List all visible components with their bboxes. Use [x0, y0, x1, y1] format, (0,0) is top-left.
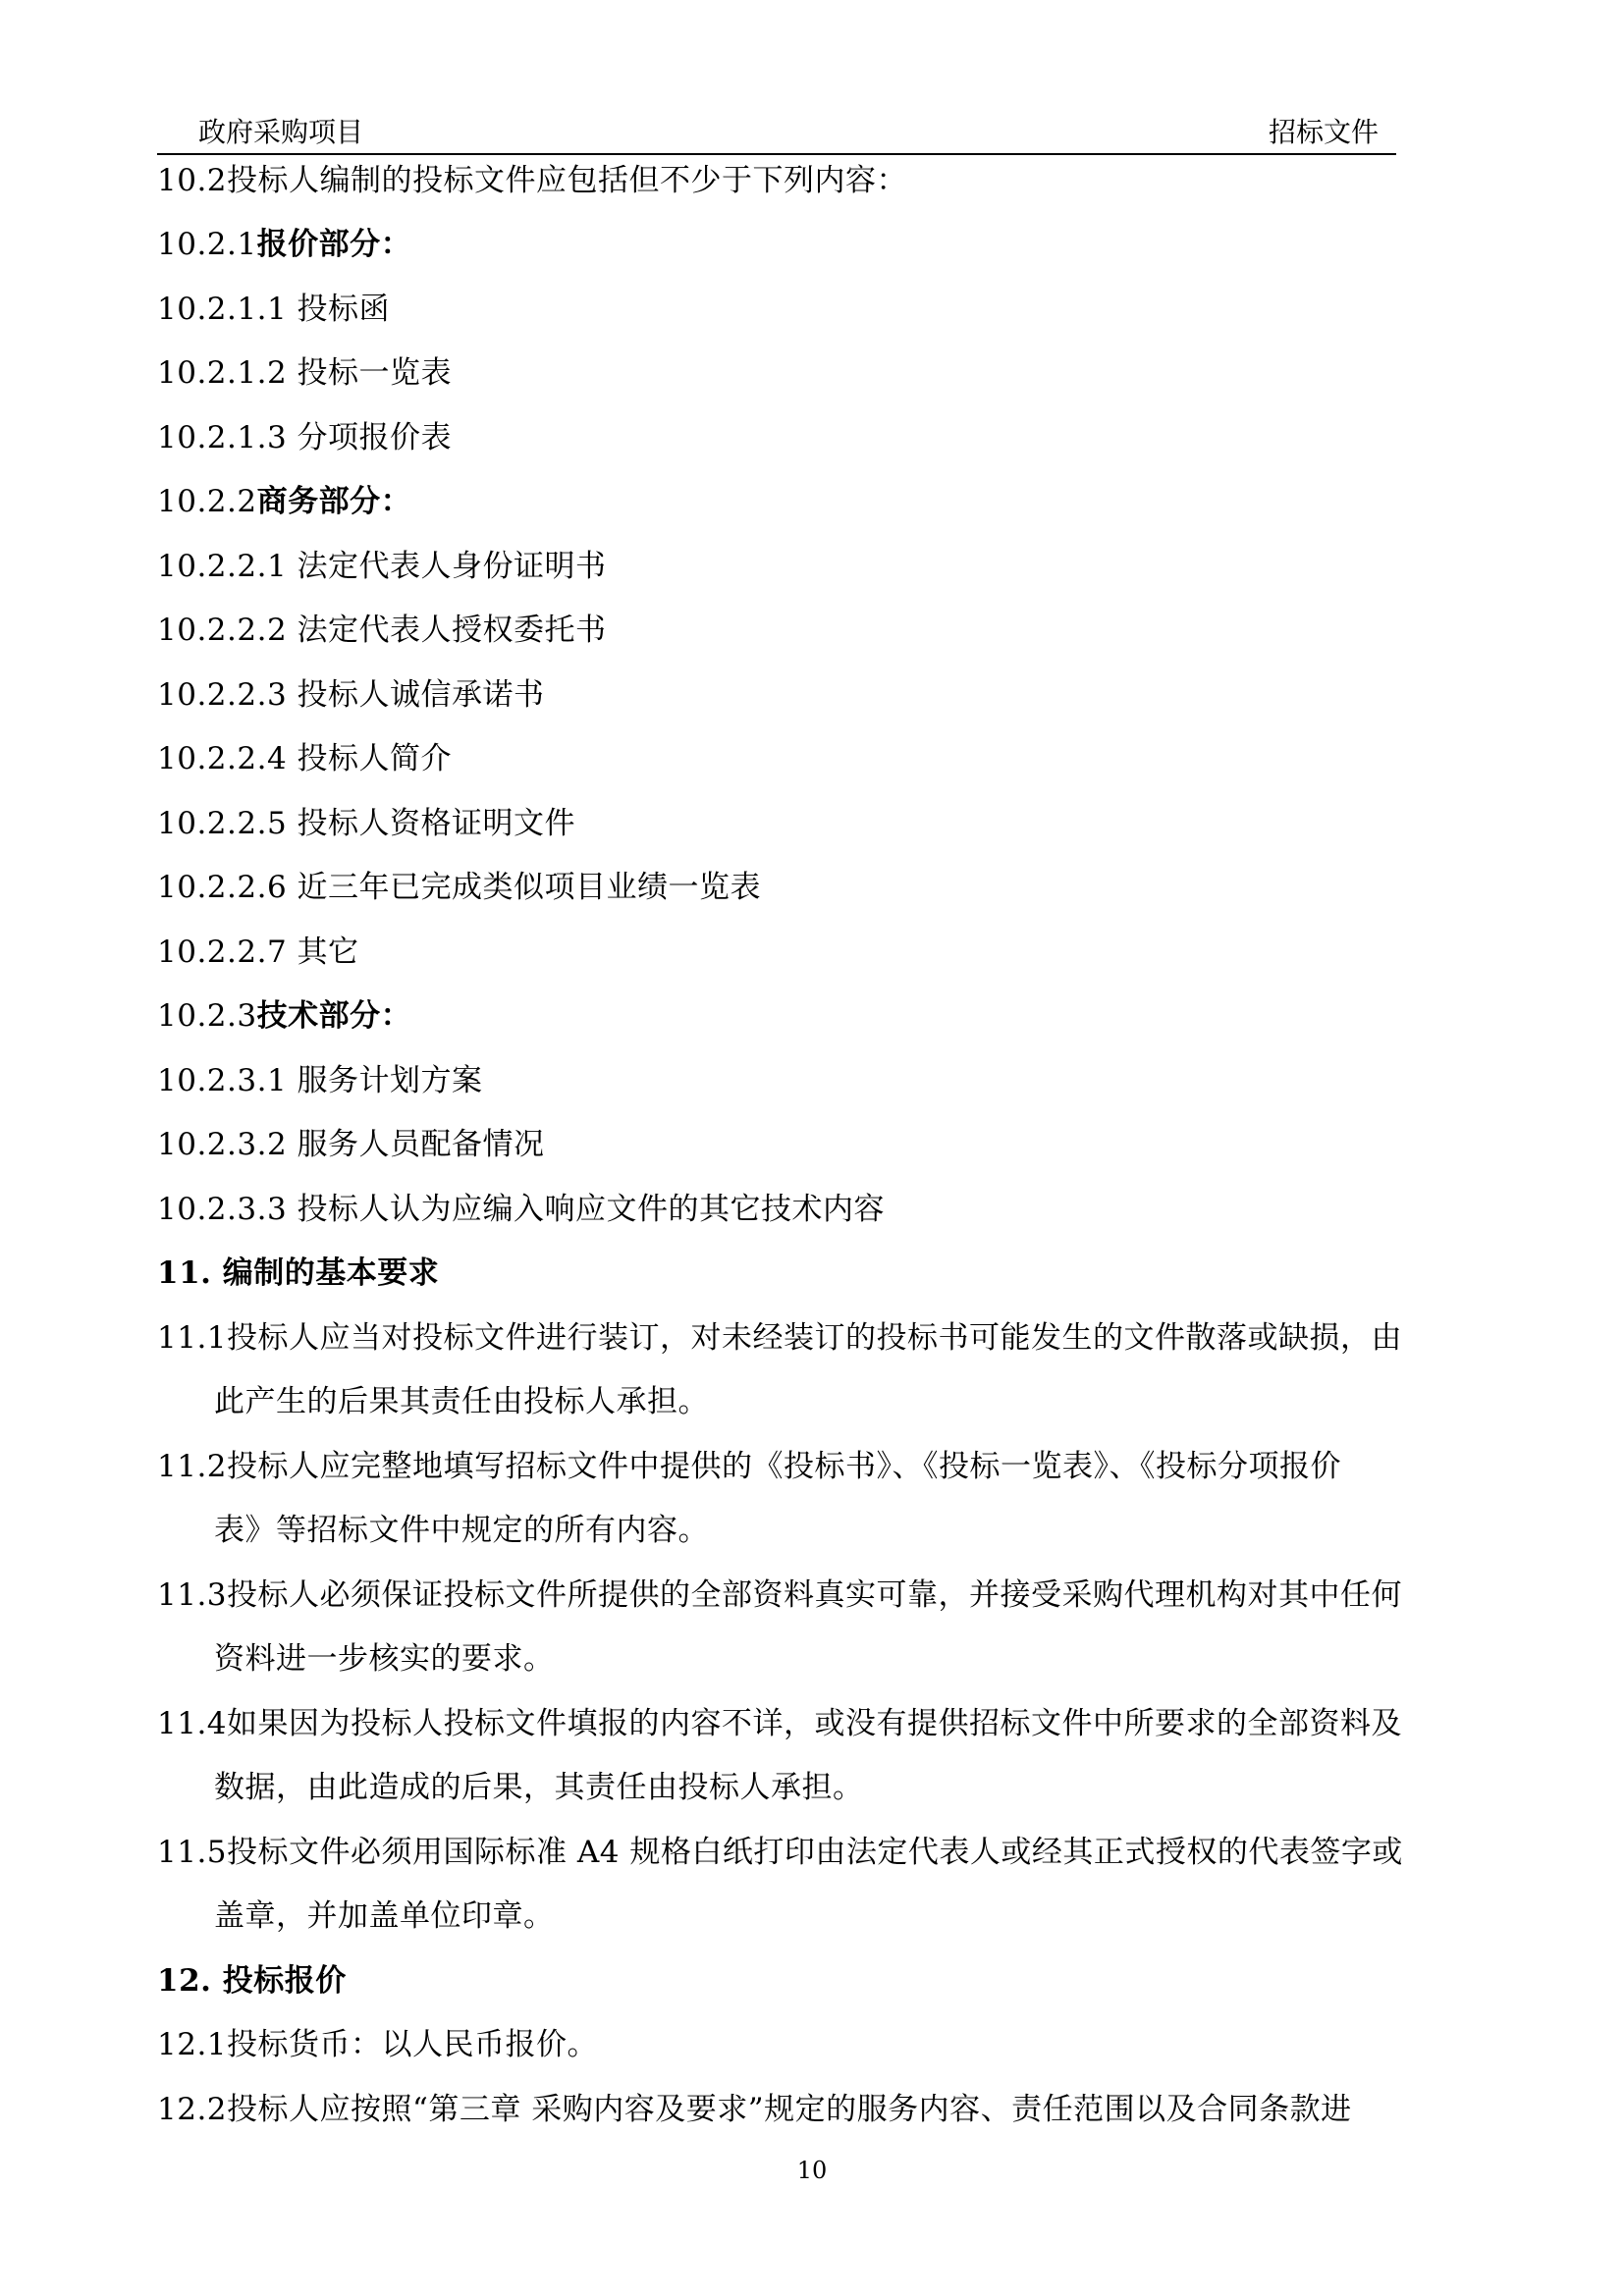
page-header	[157, 116, 1396, 155]
clause-11-3: 11.3投标人必须保证投标文件所提供的全部资料真实可靠，并接受采购代理机构对其中任何	[157, 1577, 1403, 1613]
clause-10-2-3-3: 10.2.3.3 投标人认为应编入响应文件的其它技术内容	[157, 1192, 886, 1227]
clause-11-4: 11.4如果因为投标人投标文件填报的内容不详，或没有提供招标文件中所要求的全部资料及	[157, 1706, 1403, 1741]
page-number: 10	[796, 2157, 828, 2184]
clause-10-2-1: 10.2.1报价部分：	[157, 227, 412, 262]
clause-11-5: 11.5投标文件必须用国际标准 A4 规格白纸打印由法定代表人或经其正式授权的代表签字或	[157, 1835, 1403, 1870]
clause-11-1: 11.1投标人应当对投标文件进行装订，对未经装订的投标书可能发生的文件散落或缺损，由	[157, 1320, 1403, 1356]
clause-10-2-3-1: 10.2.3.1 服务计划方案	[157, 1063, 483, 1098]
header-doc-type: 招标文件	[1268, 116, 1379, 148]
clause-11-4-cont: 数据，由此造成的后果，其责任由投标人承担。	[214, 1770, 864, 1805]
clause-11-2: 11.2投标人应完整地填写招标文件中提供的《投标书》、《投标一览表》、《投标分项报价	[157, 1449, 1342, 1484]
clause-11-3-cont: 资料进一步核实的要求。	[214, 1641, 555, 1677]
clause-10-2-1-2: 10.2.1.2 投标一览表	[157, 355, 453, 391]
clause-10-2: 10.2投标人编制的投标文件应包括但不少于下列内容：	[157, 163, 908, 198]
clause-10-2-2: 10.2.2商务部分：	[157, 484, 412, 519]
clause-10-2-2-5: 10.2.2.5 投标人资格证明文件	[157, 806, 576, 841]
clause-10-2-2-6: 10.2.2.6 近三年已完成类似项目业绩一览表	[157, 870, 762, 905]
clause-12-1: 12.1投标货币：以人民币报价。	[157, 2027, 599, 2062]
clause-10-2-3-2: 10.2.3.2 服务人员配备情况	[157, 1127, 545, 1162]
clause-10-2-2-2: 10.2.2.2 法定代表人授权委托书	[157, 613, 607, 648]
clause-10-2-3: 10.2.3技术部分：	[157, 998, 412, 1034]
clause-12-2: 12.2投标人应按照“第三章 采购内容及要求”规定的服务内容、责任范围以及合同条款进	[157, 2092, 1352, 2127]
clause-10-2-2-4: 10.2.2.4 投标人简介	[157, 741, 453, 776]
clause-10-2-1-1: 10.2.1.1 投标函	[157, 292, 391, 327]
clause-11-5-cont: 盖章，并加盖单位印章。	[214, 1898, 555, 1934]
clause-10-2-2-3: 10.2.2.3 投标人诚信承诺书	[157, 677, 545, 713]
clause-10-2-2-1: 10.2.2.1 法定代表人身份证明书	[157, 549, 607, 584]
section-11-heading: 11. 编制的基本要求	[157, 1255, 440, 1291]
section-12-heading: 12. 投标报价	[157, 1963, 347, 1999]
clause-11-2-cont: 表》等招标文件中规定的所有内容。	[214, 1513, 709, 1548]
clause-11-1-cont: 此产生的后果其责任由投标人承担。	[214, 1384, 709, 1419]
header-project-type: 政府采购项目	[198, 116, 364, 148]
clause-10-2-2-7: 10.2.2.7 其它	[157, 934, 359, 970]
clause-10-2-1-3: 10.2.1.3 分项报价表	[157, 420, 453, 455]
